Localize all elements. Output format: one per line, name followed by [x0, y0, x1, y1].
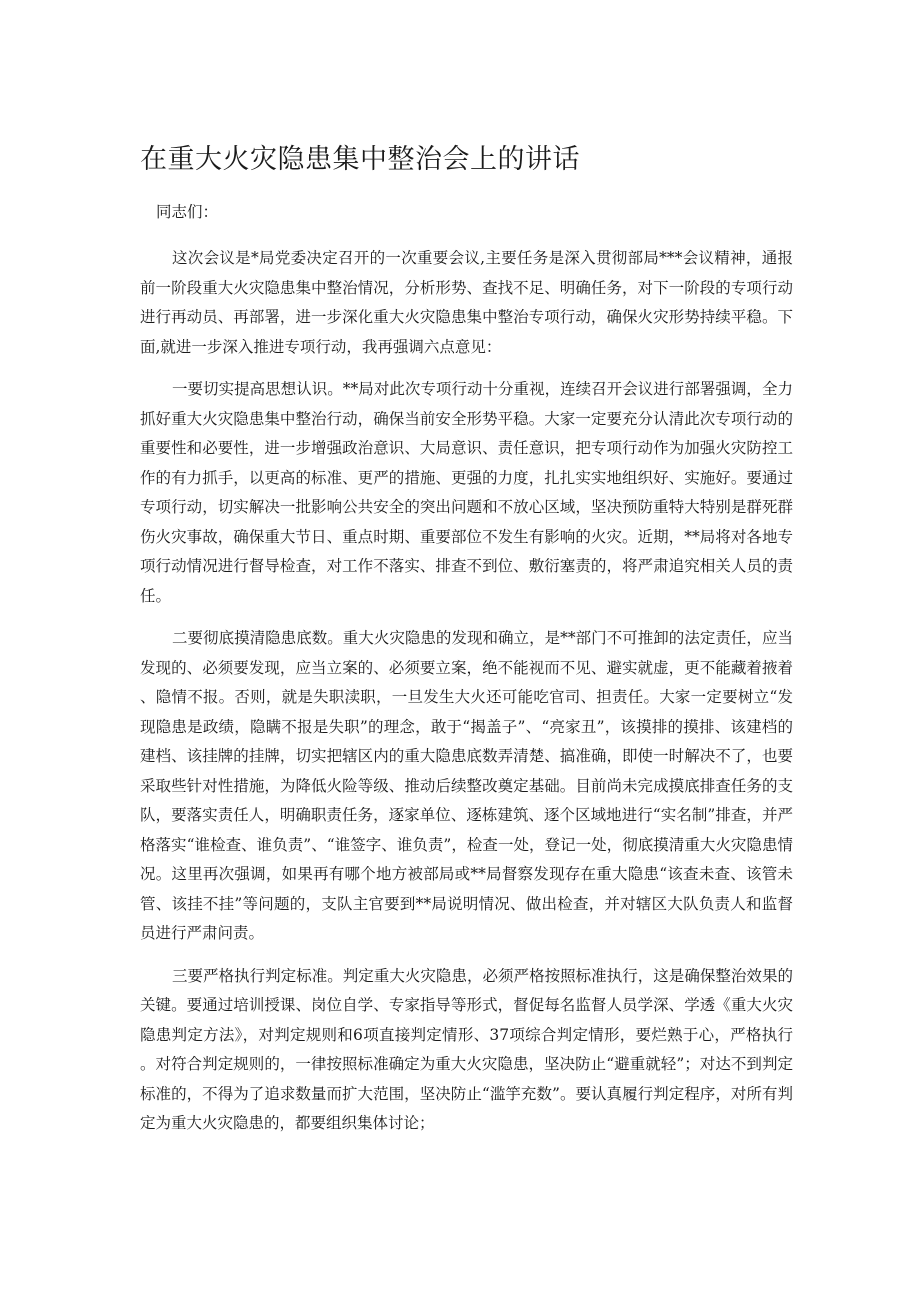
paragraph-point-1: 一要切实提高思想认识。**局对此次专项行动十分重视，连续召开会议进行部署强调，全力抓好重大火灾隐患集中整治行动，确保当前安全形势平稳。大家一定要充分认清此次专项行动的重要性和必要性，进一步增强政治意识、大局意识、责任意识，把专项行动作为加强火灾防控工作的有力抓手，以更高的标准、更严的措施、更强的力度，扎扎实实地组织好、实施好。要通过专项行动，切实解决一批影响公共安全的突出问题和不放心区域，坚决预防重特大特别是群死群伤火灾事故，确保重大节日、重点时期、重要部位不发生有影响的火灾。近期，**局将对各地专项行动情况进行督导检查，对工作不落实、排查不到位、敷衍塞责的，将严肃追究相关人员的责任。 [140, 380, 793, 605]
greeting: 同志们： [156, 203, 219, 221]
paragraph-point-3: 三要严格执行判定标准。判定重大火灾隐患，必须严格按照标准执行，这是确保整治效果的关键。要通过培训授课、岗位自学、专家指导等形式，督促每名监督人员学深、学透《重大火灾隐患判定方法》，对判定规则和6项直接判定情形、37项综合判定情形，要烂熟于心，严格执行。对符合判定规则的，一律按照标准确定为重大火灾隐患，坚决防止“避重就轻”；对达不到判定标准的，不得为了追求数量而扩大范围，坚决防止“滥竽充数”。要认真履行判定程序，对所有判定为重大火灾隐患的，都要组织集体讨论； [140, 966, 793, 1132]
document-body [140, 198, 793, 1152]
paragraph-intro: 这次会议是*局党委决定召开的一次重要会议,主要任务是深入贯彻部局***会议精神，通报前一阶段重大火灾隐患集中整治情况，分析形势、查找不足、明确任务，对下一阶段的专项行动进行再动员、再部署，进一步深化重大火灾隐患集中整治专项行动，确保火灾形势持续平稳。下面,就进一步深入推进专项行动，我再强调六点意见： [140, 249, 793, 356]
document-title: 在重大火灾隐患集中整治会上的讲话 [140, 144, 580, 175]
paragraph-point-2: 二要彻底摸清隐患底数。重大火灾隐患的发现和确立，是**部门不可推卸的法定责任，应当发现的、必须要发现，应当立案的、必须要立案，绝不能视而不见、避实就虚，更不能藏着掖着、隐情不报。否则，就是失职渎职，一旦发生大火还可能吃官司、担责任。大家一定要树立“发现隐患是政绩，隐瞒不报是失职”的理念，敢于“揭盖子”、“亮家丑”，该摸排的摸排、该建档的建档、该挂牌的挂牌，切实把辖区内的重大隐患底数弄清楚、搞准确，即使一时解决不了，也要采取些针对性措施，为降低火险等级、推动后续整改奠定基础。目前尚未完成摸底排查任务的支队，要落实责任人，明确职责任务，逐家单位、逐栋建筑、逐个区域地进行“实名制”排查，并严格落实“谁检查、谁负责”、“谁签字、谁负责”，检查一处，登记一处，彻底摸清重大火灾隐患情况。这里再次强调，如果再有哪个地方被部局或**局督察发现存在重大隐患“该查未查、该管未管、该挂不挂”等问题的，支队主官要到**局说明情况、做出检查，并对辖区大队负责人和监督员进行严肃问责。 [140, 629, 793, 942]
